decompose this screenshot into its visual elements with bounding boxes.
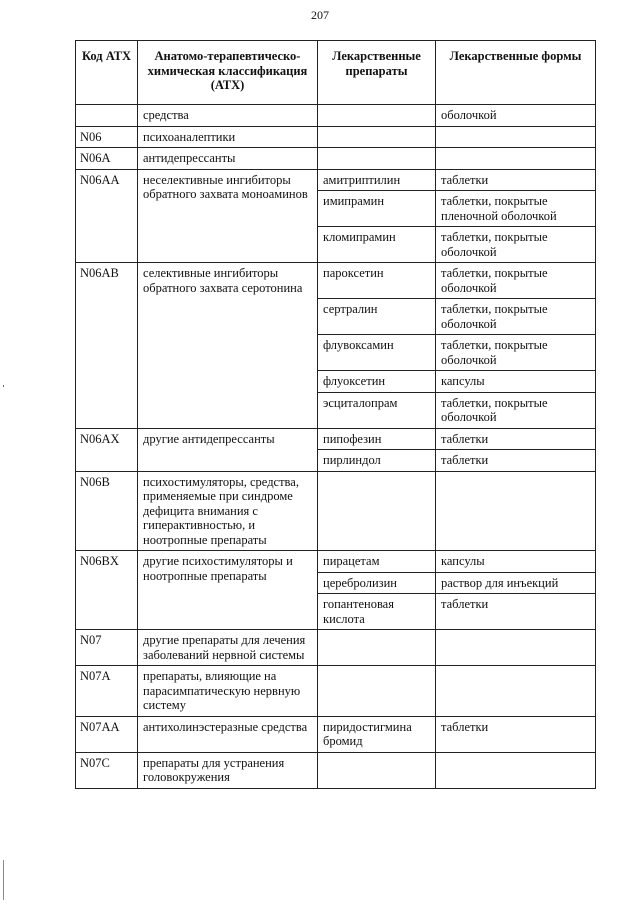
class-cell: психоаналептики — [138, 126, 318, 148]
code-cell: N06BX — [76, 551, 138, 630]
form-cell: таблетки, покрытые пленочной оболочкой — [436, 191, 596, 227]
table-row — [76, 551, 596, 573]
code-cell: N06 — [76, 126, 138, 148]
drug-cell — [318, 752, 436, 788]
form-cell: таблетки — [436, 169, 596, 191]
scan-edge-mark — [3, 860, 4, 900]
form-cell: таблетки, покрытые оболочкой — [436, 335, 596, 371]
scan-edge-mark — [3, 385, 4, 387]
atx-table — [75, 40, 596, 789]
form-cell: раствор для инъекций — [436, 572, 596, 594]
header-code: Код АТХ — [76, 41, 138, 105]
table-row — [76, 126, 596, 148]
class-cell: другие антидепрессанты — [138, 428, 318, 471]
table-header-row — [76, 41, 596, 105]
code-cell: N07C — [76, 752, 138, 788]
class-cell: психостимуляторы, средства, применяемые при синдроме дефицита внимания с гиперактивностью, и ноотропные препараты — [138, 471, 318, 551]
code-cell: N06AX — [76, 428, 138, 471]
form-cell — [436, 148, 596, 170]
drug-cell: пирлиндол — [318, 450, 436, 472]
table-row — [76, 169, 596, 191]
drug-cell: пароксетин — [318, 263, 436, 299]
class-cell: препараты, влияющие на парасимпатическую нервную систему — [138, 666, 318, 717]
drug-cell: пиридостигмина бромид — [318, 716, 436, 752]
form-cell — [436, 126, 596, 148]
class-cell: препараты для устранения головокружения — [138, 752, 318, 788]
drug-cell: церебролизин — [318, 572, 436, 594]
form-cell — [436, 471, 596, 551]
table-row — [76, 666, 596, 717]
drug-cell: амитриптилин — [318, 169, 436, 191]
table-row — [76, 630, 596, 666]
form-cell: таблетки, покрытые оболочкой — [436, 299, 596, 335]
page-number: 207 — [311, 8, 329, 22]
drug-cell: эсциталопрам — [318, 392, 436, 428]
code-cell: N07A — [76, 666, 138, 717]
table-row — [76, 148, 596, 170]
drug-cell — [318, 630, 436, 666]
drug-cell: кломипрамин — [318, 227, 436, 263]
code-cell: N06AB — [76, 263, 138, 429]
drug-cell — [318, 666, 436, 717]
code-cell: N06A — [76, 148, 138, 170]
drug-cell: имипрамин — [318, 191, 436, 227]
drug-cell — [318, 105, 436, 127]
form-cell: таблетки, покрытые оболочкой — [436, 227, 596, 263]
table-row — [76, 428, 596, 450]
drug-cell: пирацетам — [318, 551, 436, 573]
table-row — [76, 263, 596, 299]
form-cell: оболочкой — [436, 105, 596, 127]
table-row — [76, 471, 596, 551]
form-cell: таблетки, покрытые оболочкой — [436, 392, 596, 428]
form-cell — [436, 666, 596, 717]
drug-cell: пипофезин — [318, 428, 436, 450]
table-row — [76, 752, 596, 788]
drug-cell: флувоксамин — [318, 335, 436, 371]
class-cell: неселективные ингибиторы обратного захвата моноаминов — [138, 169, 318, 263]
form-cell — [436, 752, 596, 788]
code-cell: N06AA — [76, 169, 138, 263]
form-cell: капсулы — [436, 371, 596, 393]
class-cell: селективные ингибиторы обратного захвата серотонина — [138, 263, 318, 429]
drug-cell — [318, 126, 436, 148]
table-row — [76, 716, 596, 752]
form-cell: таблетки, покрытые оболочкой — [436, 263, 596, 299]
form-cell — [436, 630, 596, 666]
header-classification: Анатомо-терапевтическо-химическая классификация (АТХ) — [138, 41, 318, 105]
form-cell: таблетки — [436, 716, 596, 752]
drug-cell: гопантеновая кислота — [318, 594, 436, 630]
class-cell: другие психостимуляторы и ноотропные препараты — [138, 551, 318, 630]
form-cell: капсулы — [436, 551, 596, 573]
table-row — [76, 105, 596, 127]
class-cell: средства — [138, 105, 318, 127]
class-cell: другие препараты для лечения заболеваний нервной системы — [138, 630, 318, 666]
drug-cell — [318, 148, 436, 170]
form-cell: таблетки — [436, 594, 596, 630]
code-cell: N06B — [76, 471, 138, 551]
code-cell: N07AA — [76, 716, 138, 752]
drug-cell: сертралин — [318, 299, 436, 335]
class-cell: антихолинэстеразные средства — [138, 716, 318, 752]
code-cell: N07 — [76, 630, 138, 666]
form-cell: таблетки — [436, 450, 596, 472]
drug-cell: флуоксетин — [318, 371, 436, 393]
header-forms: Лекарственные формы — [436, 41, 596, 105]
drug-cell — [318, 471, 436, 551]
code-cell — [76, 105, 138, 127]
form-cell: таблетки — [436, 428, 596, 450]
header-drugs: Лекарственные препараты — [318, 41, 436, 105]
class-cell: антидепрессанты — [138, 148, 318, 170]
